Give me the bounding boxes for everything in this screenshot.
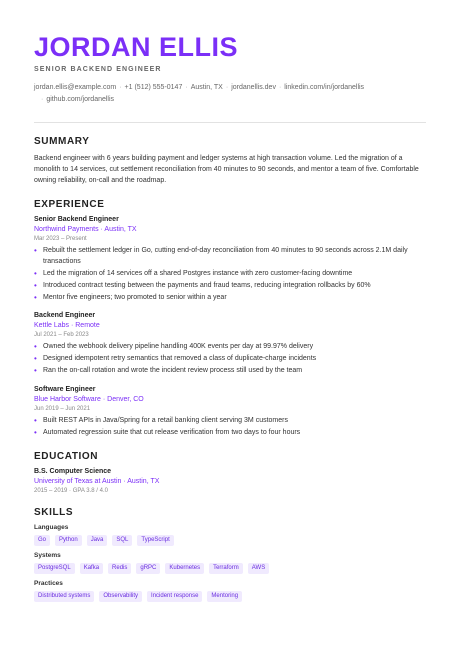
contact-email[interactable]: jordan.ellis@example.com	[34, 84, 117, 91]
contact-location: Austin, TX	[190, 84, 223, 91]
contact-linkedin[interactable]: linkedin.com/in/jordanellis	[284, 84, 365, 91]
job-bullet: • Ran the on-call rotation and wrote the incident review process still used by the team	[34, 366, 426, 377]
degree: B.S. Computer Science	[34, 468, 112, 475]
skill-chip: gRPC	[136, 563, 160, 574]
skills-group-title: Languages	[34, 524, 69, 531]
education-heading: EDUCATION	[34, 451, 99, 462]
skill-chip: AWS	[248, 563, 269, 574]
job-bullet: • Led the migration of 14 services off a shared Postgres instance with zero customer-facing downtime	[34, 269, 426, 280]
contact-separator: ·	[225, 84, 229, 91]
contact-website[interactable]: jordanellis.dev	[231, 84, 276, 91]
skill-chip: Distributed systems	[34, 591, 94, 602]
job-company: Kettle Labs · Remote	[34, 322, 100, 329]
skill-chip: Java	[87, 535, 108, 546]
job-entry	[34, 312, 426, 377]
job-bullet: • Introduced contract testing between the payments and fraud teams, reducing integration rollbacks by 60%	[34, 281, 426, 292]
candidate-role: SENIOR BACKEND ENGINEER	[34, 66, 162, 73]
summary-heading: SUMMARY	[34, 136, 90, 147]
skills-group-title: Practices	[34, 580, 63, 587]
skills-group-systems	[34, 552, 426, 574]
skills-group-practices	[34, 580, 426, 602]
skill-chip: Kubernetes	[165, 563, 204, 574]
summary-text: Backend engineer with 6 years building payment and ledger systems at high transaction volume. Led the migration of a monolith to 14 services, cut settlement reconciliation from 40 minutes to 90 seconds, and mentor a team of five. Comfortable owning reliability, on-call and the roadmap.	[34, 155, 419, 184]
job-entry	[34, 386, 426, 439]
skill-chip: Observability	[99, 591, 142, 602]
contact-github[interactable]: github.com/jordanellis	[46, 96, 115, 103]
experience-heading: EXPERIENCE	[34, 199, 105, 210]
skills-group-title: Systems	[34, 552, 61, 559]
candidate-name: JORDAN ELLIS	[34, 32, 239, 62]
skill-chip: SQL	[112, 535, 132, 546]
contact-separator: ·	[278, 84, 282, 91]
contact-separator: ·	[41, 96, 44, 103]
skills-group-languages	[34, 524, 426, 546]
contact-separator: ·	[119, 84, 122, 91]
job-dates: Jul 2021 – Feb 2023	[34, 332, 89, 338]
skills-heading: SKILLS	[34, 507, 74, 518]
education-entry	[34, 468, 426, 494]
job-company: Blue Harbor Software · Denver, CO	[34, 395, 144, 403]
job-bullet: • Mentor five engineers; two promoted to senior within a year	[34, 293, 426, 304]
job-bullets	[34, 416, 426, 439]
skill-chip: Incident response	[147, 591, 202, 602]
skill-chip: Kafka	[80, 563, 103, 574]
skill-chip: TypeScript	[137, 535, 173, 546]
job-bullet: • Designed idempotent retry semantics that removed a class of duplicate-charge incidents	[34, 354, 426, 365]
job-entry	[34, 216, 426, 303]
job-bullet: • Rebuilt the settlement ledger in Go, cutting end-of-day reconciliation from 40 minutes to 90 seconds across 2.1M daily transactions	[34, 246, 426, 267]
job-dates: Mar 2023 – Present	[34, 236, 87, 242]
skill-chip: Mentoring	[207, 591, 242, 602]
skill-chip: Python	[55, 535, 82, 546]
school: University of Texas at Austin · Austin, TX	[34, 478, 160, 485]
education-details: 2015 – 2019 · GPA 3.8 / 4.0	[34, 488, 108, 494]
skill-chips	[34, 563, 426, 574]
skill-chip: Terraform	[209, 563, 243, 574]
job-title: Software Engineer	[34, 385, 96, 393]
skill-chips	[34, 535, 426, 546]
skill-chip: Go	[34, 535, 50, 546]
contact-line	[34, 82, 426, 106]
skill-chip: Redis	[108, 563, 131, 574]
header-divider	[34, 122, 426, 123]
job-bullet: • Owned the webhook delivery pipeline handling 400K events per day at 99.97% delivery	[34, 342, 426, 353]
job-bullets	[34, 246, 426, 303]
job-title: Backend Engineer	[34, 312, 96, 319]
job-dates: Jun 2019 – Jun 2021	[34, 405, 91, 412]
skill-chips	[34, 591, 426, 602]
job-title: Senior Backend Engineer	[34, 216, 119, 223]
job-company: Northwind Payments · Austin, TX	[34, 226, 137, 233]
job-bullets	[34, 342, 426, 377]
job-bullet: • Built REST APIs in Java/Spring for a retail banking client serving 3M customers	[34, 416, 426, 427]
job-bullet: • Automated regression suite that cut release verification from two days to four hours	[34, 428, 426, 439]
contact-phone[interactable]: +1 (512) 555-0147	[124, 84, 183, 91]
contact-separator: ·	[185, 84, 188, 91]
skill-chip: PostgreSQL	[34, 563, 75, 574]
